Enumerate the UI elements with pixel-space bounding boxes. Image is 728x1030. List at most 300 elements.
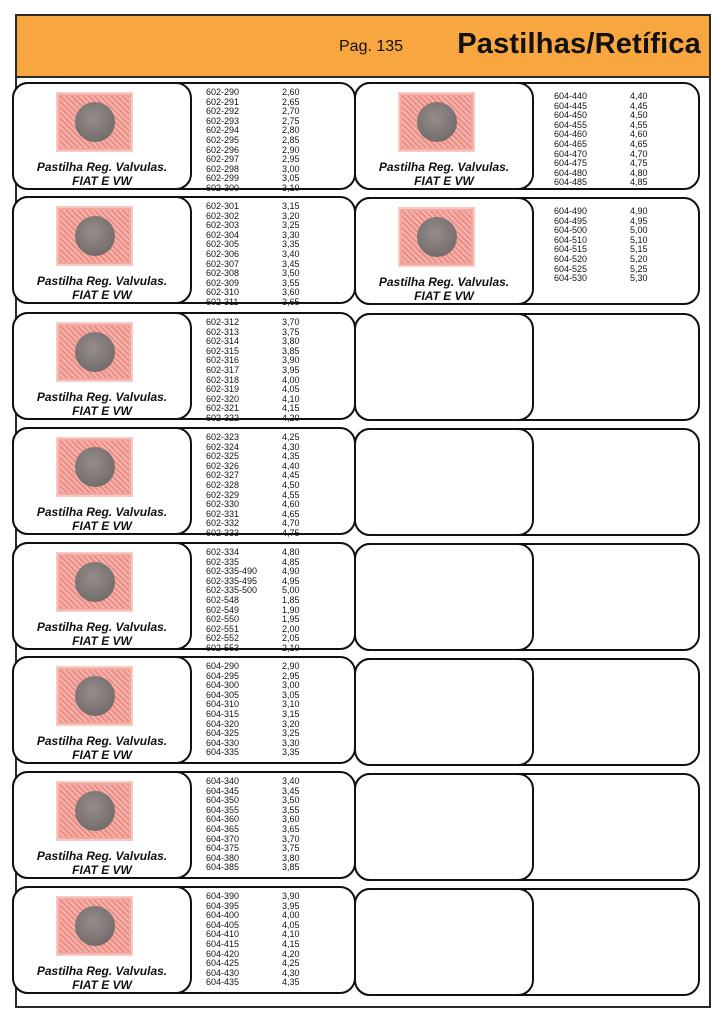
part-code: 602-306 xyxy=(206,248,240,259)
product-image-box xyxy=(12,886,192,994)
part-thickness: 3,20 xyxy=(282,210,300,221)
part-thickness: 4,55 xyxy=(282,489,300,500)
part-thickness: 4,00 xyxy=(282,910,300,921)
part-thickness: 4,90 xyxy=(630,206,648,216)
part-thickness: 4,80 xyxy=(630,167,648,178)
product-brand: FIAT E VW xyxy=(72,748,132,762)
part-thickness: 2,80 xyxy=(282,125,300,136)
part-code: 602-333 xyxy=(206,527,240,538)
part-code: 602-335-490 xyxy=(206,566,258,577)
part-code: 604-380 xyxy=(206,852,240,863)
right-card-1 xyxy=(354,82,700,190)
part-list xyxy=(554,207,694,305)
part-code: 602-324 xyxy=(206,441,240,452)
product-caption: Pastilha Reg. Valvulas. xyxy=(36,620,168,634)
valve-shim-photo xyxy=(56,437,133,497)
part-code: 602-296 xyxy=(206,144,240,155)
part-code: 604-310 xyxy=(206,699,240,710)
product-image-box xyxy=(354,197,534,305)
part-code: 604-415 xyxy=(206,938,240,949)
shim-disc-icon xyxy=(417,217,457,257)
part-code: 604-445 xyxy=(554,100,588,111)
part-thickness: 3,90 xyxy=(282,891,300,901)
valve-shim-photo xyxy=(398,207,475,267)
valve-shim-photo xyxy=(56,322,133,382)
part-code: 604-485 xyxy=(554,177,588,188)
part-thickness: 1,90 xyxy=(282,604,300,615)
shim-disc-icon xyxy=(75,676,115,716)
part-code: 604-475 xyxy=(554,158,588,169)
product-brand: FIAT E VW xyxy=(72,863,132,877)
part-thickness: 3,20 xyxy=(282,718,300,729)
part-thickness: 4,85 xyxy=(282,556,300,567)
part-code: 602-301 xyxy=(206,201,240,211)
part-thickness: 4,30 xyxy=(282,441,300,452)
part-code: 602-326 xyxy=(206,460,240,471)
part-code: 604-465 xyxy=(554,138,588,149)
part-code: 604-400 xyxy=(206,910,240,921)
part-thickness: 3,95 xyxy=(282,900,300,911)
part-thickness: 2,95 xyxy=(282,154,300,165)
list-item xyxy=(206,298,346,308)
part-code: 602-551 xyxy=(206,623,240,634)
right-card-7 xyxy=(354,773,700,881)
part-thickness: 4,65 xyxy=(282,508,300,519)
part-thickness: 3,65 xyxy=(282,296,300,307)
part-code: 602-335-500 xyxy=(206,585,258,596)
part-thickness: 3,10 xyxy=(282,699,300,710)
part-code: 604-385 xyxy=(206,862,240,873)
part-code: 602-553 xyxy=(206,642,240,653)
product-image-box xyxy=(12,312,192,420)
valve-shim-photo xyxy=(56,92,133,152)
part-thickness: 4,65 xyxy=(630,138,648,149)
part-thickness: 3,75 xyxy=(282,326,300,337)
part-thickness: 4,25 xyxy=(282,958,300,969)
part-code: 602-302 xyxy=(206,210,240,221)
part-thickness: 3,85 xyxy=(282,345,300,356)
part-thickness: 4,05 xyxy=(282,919,300,930)
part-code: 602-552 xyxy=(206,633,240,644)
part-list xyxy=(206,201,346,307)
part-list xyxy=(206,432,346,538)
left-card-4 xyxy=(12,427,356,538)
list-item xyxy=(206,644,346,654)
part-thickness: 3,80 xyxy=(282,852,300,863)
part-code: 604-290 xyxy=(206,661,240,671)
part-thickness: 5,20 xyxy=(630,253,648,264)
product-caption: Pastilha Reg. Valvulas. xyxy=(36,505,168,519)
part-thickness: 2,00 xyxy=(282,623,300,634)
part-code: 604-470 xyxy=(554,148,588,159)
part-thickness: 3,45 xyxy=(282,785,300,796)
part-code: 602-307 xyxy=(206,258,240,269)
part-list xyxy=(206,892,346,990)
right-card-3 xyxy=(354,313,700,421)
product-image-box xyxy=(354,82,534,190)
part-list xyxy=(206,317,346,423)
part-code: 604-325 xyxy=(206,728,240,739)
part-code: 602-308 xyxy=(206,268,240,279)
list-item xyxy=(206,414,346,424)
part-thickness: 3,70 xyxy=(282,833,300,844)
part-code: 604-405 xyxy=(206,919,240,930)
product-caption: Pastilha Reg. Valvulas. xyxy=(36,964,168,978)
shim-disc-icon xyxy=(75,791,115,831)
part-thickness: 4,20 xyxy=(282,948,300,959)
part-thickness: 4,75 xyxy=(282,527,300,538)
part-thickness: 4,45 xyxy=(630,100,648,111)
part-thickness: 3,05 xyxy=(282,173,300,184)
part-thickness: 2,90 xyxy=(282,661,300,671)
left-card-2 xyxy=(12,196,356,307)
product-caption: Pastilha Reg. Valvulas. xyxy=(36,274,168,288)
shim-disc-icon xyxy=(75,447,115,487)
part-code: 604-320 xyxy=(206,718,240,729)
right-card-2 xyxy=(354,197,700,305)
part-thickness: 4,60 xyxy=(282,499,300,510)
part-thickness: 3,75 xyxy=(282,843,300,854)
part-thickness: 3,30 xyxy=(282,737,300,748)
list-item xyxy=(206,529,346,539)
part-code: 604-420 xyxy=(206,948,240,959)
part-code: 604-440 xyxy=(554,91,588,101)
part-thickness: 5,00 xyxy=(630,225,648,236)
part-thickness: 3,35 xyxy=(282,239,300,250)
shim-disc-icon xyxy=(75,906,115,946)
shim-disc-icon xyxy=(75,216,115,256)
part-code: 604-295 xyxy=(206,670,240,681)
left-card-1 xyxy=(12,82,356,193)
part-code: 602-303 xyxy=(206,220,240,231)
part-thickness: 3,55 xyxy=(282,277,300,288)
part-list xyxy=(206,662,346,760)
part-code: 604-395 xyxy=(206,900,240,911)
part-thickness: 4,95 xyxy=(282,575,300,586)
valve-shim-photo xyxy=(56,896,133,956)
part-thickness: 4,35 xyxy=(282,977,300,988)
valve-shim-photo xyxy=(56,781,133,841)
part-code: 602-292 xyxy=(206,106,240,117)
list-item xyxy=(206,863,346,873)
part-thickness: 4,10 xyxy=(282,393,300,404)
part-thickness: 3,85 xyxy=(282,862,300,873)
valve-shim-photo xyxy=(56,206,133,266)
part-thickness: 3,70 xyxy=(282,317,300,327)
part-thickness: 4,15 xyxy=(282,938,300,949)
part-thickness: 1,85 xyxy=(282,594,300,605)
part-code: 604-305 xyxy=(206,689,240,700)
part-thickness: 3,60 xyxy=(282,287,300,298)
part-code: 604-360 xyxy=(206,814,240,825)
part-thickness: 4,95 xyxy=(630,215,648,226)
part-thickness: 3,80 xyxy=(282,336,300,347)
part-code: 602-549 xyxy=(206,604,240,615)
part-thickness: 5,25 xyxy=(630,263,648,274)
part-thickness: 4,30 xyxy=(282,967,300,978)
part-code: 604-300 xyxy=(206,680,240,691)
product-image-box xyxy=(354,313,534,421)
part-code: 604-530 xyxy=(554,273,588,284)
part-code: 602-315 xyxy=(206,345,240,356)
part-code: 604-390 xyxy=(206,891,240,901)
part-thickness: 3,05 xyxy=(282,689,300,700)
part-code: 602-323 xyxy=(206,432,240,442)
right-card-8 xyxy=(354,888,700,996)
part-code: 602-321 xyxy=(206,403,240,414)
part-code: 604-410 xyxy=(206,929,240,940)
product-brand: FIAT E VW xyxy=(72,404,132,418)
part-thickness: 3,30 xyxy=(282,229,300,240)
part-list xyxy=(554,92,694,190)
part-list xyxy=(206,547,346,653)
part-code: 602-299 xyxy=(206,173,240,184)
part-thickness: 5,30 xyxy=(630,273,648,284)
part-thickness: 2,75 xyxy=(282,115,300,126)
part-code: 604-525 xyxy=(554,263,588,274)
part-thickness: 2,85 xyxy=(282,134,300,145)
part-code: 602-330 xyxy=(206,499,240,510)
part-thickness: 4,10 xyxy=(282,929,300,940)
part-thickness: 4,90 xyxy=(282,566,300,577)
valve-shim-photo xyxy=(398,92,475,152)
part-code: 602-322 xyxy=(206,412,240,423)
part-code: 604-355 xyxy=(206,804,240,815)
part-code: 604-315 xyxy=(206,708,240,719)
part-thickness: 1,95 xyxy=(282,614,300,625)
part-code: 602-298 xyxy=(206,163,240,174)
part-code: 602-328 xyxy=(206,479,240,490)
part-code: 604-350 xyxy=(206,795,240,806)
part-code: 604-345 xyxy=(206,785,240,796)
product-caption: Pastilha Reg. Valvulas. xyxy=(36,390,168,404)
product-brand: FIAT E VW xyxy=(72,174,132,188)
part-code: 604-490 xyxy=(554,206,588,216)
product-image-box xyxy=(12,427,192,535)
part-code: 604-425 xyxy=(206,958,240,969)
product-image-box xyxy=(354,543,534,651)
list-item xyxy=(206,184,346,194)
left-card-7 xyxy=(12,771,356,879)
product-caption: Pastilha Reg. Valvulas. xyxy=(378,275,510,289)
product-caption: Pastilha Reg. Valvulas. xyxy=(36,849,168,863)
part-code: 602-295 xyxy=(206,134,240,145)
part-code: 602-311 xyxy=(206,296,239,307)
part-thickness: 3,90 xyxy=(282,355,300,366)
part-code: 602-293 xyxy=(206,115,240,126)
part-thickness: 4,25 xyxy=(282,432,300,442)
part-thickness: 4,50 xyxy=(630,110,648,121)
part-code: 602-325 xyxy=(206,451,240,462)
valve-shim-photo xyxy=(56,552,133,612)
part-thickness: 4,75 xyxy=(630,158,648,169)
part-thickness: 3,25 xyxy=(282,220,300,231)
valve-shim-photo xyxy=(56,666,133,726)
part-thickness: 3,55 xyxy=(282,804,300,815)
part-thickness: 5,10 xyxy=(630,234,648,245)
part-code: 602-548 xyxy=(206,594,240,605)
part-code: 602-305 xyxy=(206,239,240,250)
part-code: 602-317 xyxy=(206,364,240,375)
product-brand: FIAT E VW xyxy=(72,634,132,648)
page-header xyxy=(17,16,709,78)
list-item xyxy=(554,274,694,284)
part-thickness: 2,65 xyxy=(282,96,300,107)
part-code: 602-318 xyxy=(206,374,240,385)
shim-disc-icon xyxy=(75,102,115,142)
part-thickness: 3,25 xyxy=(282,728,300,739)
product-image-box xyxy=(354,773,534,881)
part-thickness: 3,15 xyxy=(282,201,300,211)
part-code: 604-510 xyxy=(554,234,588,245)
part-thickness: 3,40 xyxy=(282,776,300,786)
part-thickness: 2,95 xyxy=(282,670,300,681)
part-code: 602-327 xyxy=(206,470,240,481)
part-code: 602-310 xyxy=(206,287,240,298)
part-code: 602-297 xyxy=(206,154,240,165)
part-thickness: 4,55 xyxy=(630,119,648,130)
product-caption: Pastilha Reg. Valvulas. xyxy=(36,734,168,748)
part-thickness: 4,80 xyxy=(282,547,300,557)
part-code: 604-460 xyxy=(554,129,588,140)
part-code: 604-430 xyxy=(206,967,240,978)
part-thickness: 2,10 xyxy=(282,642,300,653)
part-code: 604-515 xyxy=(554,244,588,255)
part-code: 604-500 xyxy=(554,225,588,236)
part-code: 604-330 xyxy=(206,737,240,748)
part-code: 602-550 xyxy=(206,614,240,625)
part-code: 602-316 xyxy=(206,355,240,366)
part-code: 602-335-495 xyxy=(206,575,258,586)
part-code: 604-455 xyxy=(554,119,588,130)
part-thickness: 3,95 xyxy=(282,364,300,375)
left-card-5 xyxy=(12,542,356,653)
part-code: 602-332 xyxy=(206,518,240,529)
part-code: 602-304 xyxy=(206,229,240,240)
left-card-8 xyxy=(12,886,356,994)
part-code: 604-335 xyxy=(206,747,240,758)
part-code: 602-334 xyxy=(206,547,240,557)
part-thickness: 4,35 xyxy=(282,451,300,462)
right-card-4 xyxy=(354,428,700,536)
part-code: 602-331 xyxy=(206,508,240,519)
list-item xyxy=(206,748,346,758)
part-code: 602-309 xyxy=(206,277,240,288)
part-thickness: 3,15 xyxy=(282,708,300,719)
product-image-box xyxy=(12,82,192,190)
part-thickness: 3,65 xyxy=(282,823,300,834)
part-thickness: 3,40 xyxy=(282,248,300,259)
part-code: 604-435 xyxy=(206,977,240,988)
part-code: 604-480 xyxy=(554,167,588,178)
part-thickness: 2,05 xyxy=(282,633,300,644)
product-brand: FIAT E VW xyxy=(72,519,132,533)
product-image-box xyxy=(12,542,192,650)
product-brand: FIAT E VW xyxy=(72,978,132,992)
part-list xyxy=(206,777,346,875)
part-thickness: 2,90 xyxy=(282,144,300,155)
part-thickness: 3,00 xyxy=(282,680,300,691)
part-thickness: 4,05 xyxy=(282,384,300,395)
shim-disc-icon xyxy=(75,332,115,372)
part-thickness: 3,50 xyxy=(282,268,300,279)
part-thickness: 5,00 xyxy=(282,585,300,596)
product-image-box xyxy=(12,771,192,879)
part-thickness: 3,00 xyxy=(282,163,300,174)
shim-disc-icon xyxy=(417,102,457,142)
part-code: 602-291 xyxy=(206,96,240,107)
product-image-box xyxy=(354,658,534,766)
list-item xyxy=(554,178,694,188)
part-thickness: 4,45 xyxy=(282,470,300,481)
part-code: 604-365 xyxy=(206,823,240,834)
list-item xyxy=(206,978,346,988)
product-brand: FIAT E VW xyxy=(414,289,474,303)
page-title: Pastilhas/Retífica xyxy=(457,28,701,60)
left-card-3 xyxy=(12,312,356,423)
right-card-6 xyxy=(354,658,700,766)
product-image-box xyxy=(354,428,534,536)
part-code: 602-314 xyxy=(206,336,240,347)
part-thickness: 2,60 xyxy=(282,87,300,97)
part-code: 604-520 xyxy=(554,253,588,264)
part-code: 602-294 xyxy=(206,125,240,136)
part-code: 602-319 xyxy=(206,384,240,395)
product-image-box xyxy=(12,656,192,764)
left-card-6 xyxy=(12,656,356,764)
page-number: Pag. 135 xyxy=(339,38,404,55)
part-thickness: 4,85 xyxy=(630,177,648,188)
part-code: 602-313 xyxy=(206,326,240,337)
part-thickness: 4,50 xyxy=(282,479,300,490)
product-brand: FIAT E VW xyxy=(72,288,132,302)
product-caption: Pastilha Reg. Valvulas. xyxy=(36,160,168,174)
part-thickness: 4,40 xyxy=(630,91,648,101)
part-thickness: 4,00 xyxy=(282,374,300,385)
part-thickness: 3,10 xyxy=(282,182,300,193)
part-thickness: 4,70 xyxy=(630,148,648,159)
part-thickness: 3,50 xyxy=(282,795,300,806)
part-thickness: 4,15 xyxy=(282,403,300,414)
part-code: 602-335 xyxy=(206,556,240,567)
shim-disc-icon xyxy=(75,562,115,602)
part-code: 604-375 xyxy=(206,843,240,854)
part-thickness: 3,60 xyxy=(282,814,300,825)
part-code: 604-450 xyxy=(554,110,588,121)
part-code: 602-329 xyxy=(206,489,240,500)
product-image-box xyxy=(354,888,534,996)
part-code: 602-290 xyxy=(206,87,240,97)
part-code: 602-300 xyxy=(206,182,240,193)
part-thickness: 4,60 xyxy=(630,129,648,140)
part-code: 604-340 xyxy=(206,776,240,786)
part-thickness: 4,20 xyxy=(282,412,300,423)
part-thickness: 4,40 xyxy=(282,460,300,471)
part-code: 602-312 xyxy=(206,317,240,327)
product-image-box xyxy=(12,196,192,304)
part-code: 604-495 xyxy=(554,215,588,226)
part-code: 602-320 xyxy=(206,393,240,404)
part-thickness: 3,45 xyxy=(282,258,300,269)
part-thickness: 4,70 xyxy=(282,518,300,529)
part-code: 604-370 xyxy=(206,833,240,844)
part-thickness: 3,35 xyxy=(282,747,300,758)
product-brand: FIAT E VW xyxy=(414,174,474,188)
product-caption: Pastilha Reg. Valvulas. xyxy=(378,160,510,174)
part-list xyxy=(206,87,346,193)
right-card-5 xyxy=(354,543,700,651)
part-thickness: 5,15 xyxy=(630,244,648,255)
